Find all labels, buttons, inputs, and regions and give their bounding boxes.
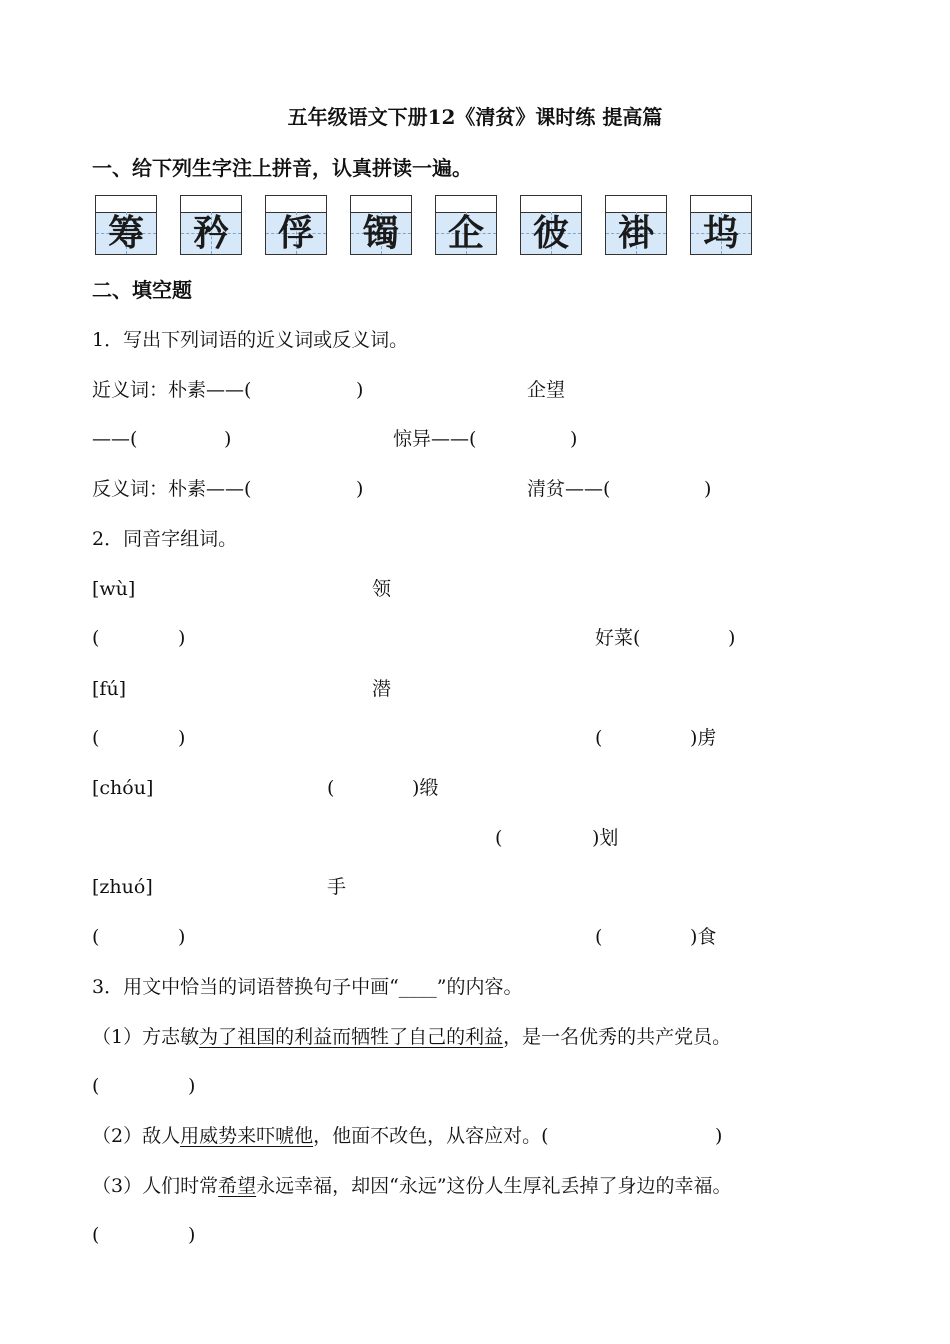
wu-word2: 好菜( — [595, 627, 641, 649]
s3-blank-close: ) — [188, 1224, 196, 1246]
wu-pinyin: [wù] — [92, 578, 136, 600]
fu-pinyin: [fú] — [92, 678, 127, 700]
s3-blank-open: ( — [92, 1224, 100, 1246]
fu-word1: 潜 — [372, 678, 392, 700]
char: 矜 — [192, 212, 229, 254]
s3-underlined: 希望 — [218, 1175, 257, 1197]
wu-word2-close: ) — [728, 627, 736, 649]
zhuo-word2-open: ( — [595, 926, 603, 948]
wu-blank-close: ) — [178, 627, 186, 649]
section1-heading: 一、给下列生字注上拼音，认真拼读一遍。 — [92, 156, 472, 180]
s1-suffix: ，是一名优秀的共产党员。 — [503, 1026, 732, 1048]
char: 俘 — [277, 212, 314, 254]
zhuo-blank-close: ) — [178, 926, 186, 948]
char-box — [350, 195, 412, 255]
s3-prefix: （3）人们时常 — [92, 1175, 219, 1197]
char: 企 — [447, 212, 484, 254]
chou-word2-open: ( — [495, 827, 503, 849]
s2-blank-close: ) — [715, 1125, 723, 1147]
chou-word1: )缎 — [412, 777, 439, 799]
zhuo-blank-open: ( — [92, 926, 100, 948]
fu-blank-open: ( — [92, 727, 100, 749]
page-title: 五年级语文下册12《清贫》课时练 提高篇 — [287, 105, 663, 129]
fu-blank-close: ) — [178, 727, 186, 749]
q1-syn-word3: 惊异——( — [393, 428, 477, 450]
section2-heading: 二、填空题 — [92, 278, 192, 302]
char: 坞 — [702, 212, 739, 254]
q1-syn-close2: ) — [224, 428, 232, 450]
q3-sentence-2 — [92, 1124, 549, 1148]
q1-syn-word2-cont: ——( — [92, 428, 138, 450]
char-box — [265, 195, 327, 255]
q2-prompt: 2．同音字组词。 — [92, 528, 238, 550]
q1-syn-close3: ) — [570, 428, 578, 450]
s1-underlined: 为了祖国的利益而牺牲了自己的利益 — [199, 1026, 504, 1048]
wu-word1: 领 — [372, 578, 392, 600]
q1-ant-close: ) — [356, 478, 364, 500]
char-box — [690, 195, 752, 255]
q1-ant-label: 反义词：朴素——( — [92, 478, 252, 500]
char: 褂 — [617, 212, 654, 254]
q1-ant-word2: 清贫——( — [527, 478, 611, 500]
chou-pinyin: [chóu] — [92, 777, 154, 799]
zhuo-pinyin: [zhuó] — [92, 876, 153, 898]
q1-syn-close: ) — [356, 379, 364, 401]
s2-underlined: 用威势来吓唬他 — [180, 1125, 314, 1147]
char: 镯 — [362, 212, 399, 254]
q3-sentence-3 — [92, 1174, 732, 1198]
s1-blank-open: ( — [92, 1075, 100, 1097]
s1-prefix: （1）方志敏 — [92, 1026, 200, 1048]
fu-word2-open: ( — [595, 727, 603, 749]
char: 筹 — [107, 212, 144, 254]
q1-syn-label: 近义词：朴素——( — [92, 379, 252, 401]
chou-word1-open: ( — [327, 777, 335, 799]
char-box — [520, 195, 582, 255]
wu-blank-open: ( — [92, 627, 100, 649]
q1-ant-close2: ) — [704, 478, 712, 500]
s2-prefix: （2）敌人 — [92, 1125, 181, 1147]
char-box — [605, 195, 667, 255]
zhuo-word2: )食 — [690, 926, 717, 948]
s2-suffix: ，他面不改色，从容应对。( — [313, 1125, 549, 1147]
char-box — [95, 195, 157, 255]
char: 彼 — [532, 212, 569, 254]
q3-sentence-1 — [92, 1025, 731, 1049]
q3-prompt: 3．用文中恰当的词语替换句子中画“____”的内容。 — [92, 976, 523, 998]
fu-word2: )虏 — [690, 727, 717, 749]
char-box — [435, 195, 497, 255]
zhuo-word1: 手 — [327, 876, 347, 898]
char-box — [180, 195, 242, 255]
chou-word2: )划 — [592, 827, 619, 849]
s3-suffix: 永远幸福，却因“永远”这份人生厚礼丢掉了身边的幸福。 — [256, 1175, 732, 1197]
s1-blank-close: ) — [188, 1075, 196, 1097]
q1-prompt: 1．写出下列词语的近义词或反义词。 — [92, 329, 409, 351]
q1-syn-word2: 企望 — [527, 379, 566, 401]
